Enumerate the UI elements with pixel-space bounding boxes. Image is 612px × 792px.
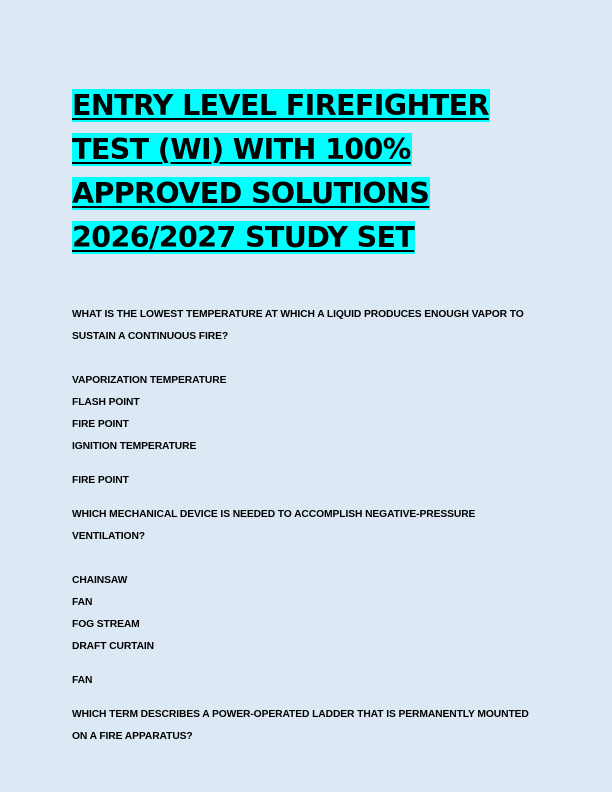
option-item: FAN (72, 597, 93, 608)
question-block-2 (72, 504, 542, 692)
title-line: APPROVED SOLUTIONS (72, 177, 430, 210)
question-text: WHICH MECHANICAL DEVICE IS NEEDED TO ACCOMPLISH NEGATIVE-PRESSURE VENTILATION? (72, 509, 476, 542)
answer-text: FAN (72, 675, 93, 686)
answer-text: FIRE POINT (72, 475, 129, 486)
question-block-1 (72, 304, 542, 492)
option-list (72, 570, 542, 658)
title-line: TEST (WI) WITH 100% (72, 133, 411, 166)
option-item: IGNITION TEMPERATURE (72, 441, 197, 452)
title-line: ENTRY LEVEL FIREFIGHTER (72, 89, 489, 122)
question-text: WHICH TERM DESCRIBES A POWER-OPERATED LADDER THAT IS PERMANENTLY MOUNTED ON A FIRE APPARATUS? (72, 709, 529, 742)
question-block-3 (72, 704, 542, 748)
question-text: WHAT IS THE LOWEST TEMPERATURE AT WHICH A LIQUID PRODUCES ENOUGH VAPOR TO SUSTAIN A CONTINUOUS FIRE? (72, 309, 524, 342)
option-item: FLASH POINT (72, 397, 140, 408)
option-item: FIRE POINT (72, 419, 129, 430)
option-item: CHAINSAW (72, 575, 128, 586)
option-item: FOG STREAM (72, 619, 140, 630)
option-list (72, 370, 542, 458)
document-title (72, 84, 512, 260)
option-item: DRAFT CURTAIN (72, 641, 155, 652)
question-list (72, 304, 542, 748)
option-item: VAPORIZATION TEMPERATURE (72, 375, 227, 386)
title-line: 2026/2027 STUDY SET (72, 221, 415, 254)
